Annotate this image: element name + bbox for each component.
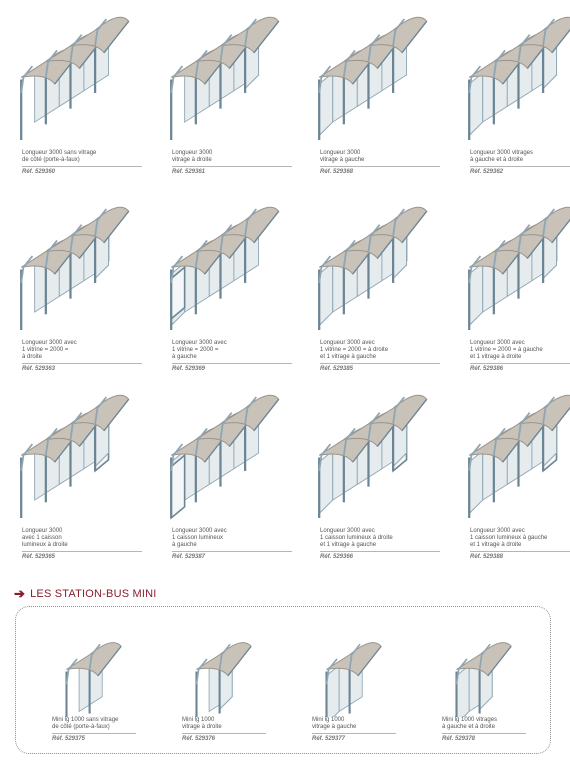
model-caption	[52, 717, 136, 743]
mini-shelter-card	[302, 607, 432, 755]
mini-shelter-card	[42, 607, 172, 755]
model-caption	[320, 340, 440, 373]
model-caption	[182, 717, 266, 743]
model-caption	[470, 340, 570, 373]
model-caption	[172, 340, 292, 373]
model-reference: Réf. 529368	[320, 168, 354, 175]
shelter-model-card	[10, 378, 150, 568]
shelter-illustration	[458, 0, 570, 150]
mini-section-title	[14, 586, 157, 602]
shelter-illustration	[308, 0, 448, 150]
model-description: Longueur 3000 avec 1 vitrine = 2000 = à gauche et 1 vitrage à droite	[470, 340, 570, 364]
model-description: Longueur 3000 avec 1 vitrine = 2000 = à droite	[22, 340, 142, 364]
model-reference: Réf. 529362	[470, 168, 504, 175]
shelter-illustration	[160, 190, 300, 340]
mini-shelter-illustration	[42, 607, 152, 717]
shelter-model-card	[160, 378, 300, 568]
model-reference: Réf. 529369	[172, 365, 206, 372]
shelter-drawing	[327, 643, 382, 717]
model-caption	[320, 528, 440, 561]
mini-shelter-illustration	[302, 607, 412, 717]
roof-arm	[21, 256, 32, 283]
shelter-drawing	[21, 17, 129, 140]
roof-arm	[67, 659, 78, 684]
roof-arm	[197, 659, 208, 684]
model-description: Longueur 3000 avec 1 caisson lumineux à droite et 1 vitrage à gauche	[320, 528, 440, 552]
model-description: Mini lg 1000 vitrages à gauche et à droite	[442, 717, 526, 734]
shelter-drawing	[319, 207, 427, 330]
shelter-illustration	[308, 190, 448, 340]
shelter-model-card	[160, 190, 300, 380]
shelter-illustration	[160, 0, 300, 150]
mini-shelter-illustration	[172, 607, 282, 717]
model-description: Longueur 3000 avec 1 caisson lumineux à droite	[22, 528, 142, 552]
model-description: Longueur 3000 vitrages à gauche et à droite	[470, 150, 570, 167]
model-reference: Réf. 529388	[470, 553, 504, 560]
shelter-drawing	[171, 207, 279, 330]
shelter-drawing	[469, 17, 570, 140]
mini-section-title-text: LES STATION-BUS MINI	[30, 588, 157, 600]
shelter-drawing	[171, 17, 279, 140]
model-caption	[22, 150, 142, 176]
roof-module	[197, 643, 252, 676]
model-caption	[442, 717, 526, 743]
roof-module	[67, 643, 122, 676]
shelter-illustration	[10, 190, 150, 340]
model-caption	[172, 150, 292, 176]
model-description: Longueur 3000 vitrage à gauche	[320, 150, 440, 167]
shelter-drawing	[319, 17, 427, 140]
shelter-illustration	[10, 378, 150, 528]
mini-models-box	[15, 606, 551, 754]
model-description: Longueur 3000 sans vitrage de côté (porte-à-faux)	[22, 150, 142, 167]
model-description: Longueur 3000 avec 1 vitrine = 2000 = à droite et 1 vitrage à gauche	[320, 340, 440, 364]
model-description: Longueur 3000 vitrage à droite	[172, 150, 292, 167]
shelter-model-card	[458, 0, 570, 190]
model-description: Longueur 3000 avec 1 caisson lumineux à gauche	[172, 528, 292, 552]
model-caption	[172, 528, 292, 561]
roof-arm	[21, 66, 32, 93]
roof-arm	[171, 66, 182, 93]
mini-shelter-illustration	[432, 607, 542, 717]
shelter-drawing	[469, 395, 570, 518]
model-reference: Réf. 529363	[22, 365, 56, 372]
shelter-drawing	[171, 395, 279, 518]
model-reference: Réf. 529386	[470, 365, 504, 372]
shelter-drawing	[457, 643, 512, 717]
model-reference: Réf. 529375	[52, 735, 86, 742]
display-unit	[171, 455, 184, 518]
shelter-drawing	[21, 395, 129, 518]
arrow-right-icon: ➔	[14, 586, 26, 601]
shelter-illustration	[10, 0, 150, 150]
model-reference: Réf. 529377	[312, 735, 346, 742]
model-reference: Réf. 529385	[320, 365, 354, 372]
shelter-model-card	[160, 0, 300, 190]
model-caption	[320, 150, 440, 176]
shelter-drawing	[67, 643, 122, 717]
shelter-model-card	[458, 378, 570, 568]
model-description: Longueur 3000 avec 1 vitrine = 2000 = à gauche	[172, 340, 292, 364]
model-caption	[470, 150, 570, 176]
shelter-illustration	[458, 190, 570, 340]
shelter-model-card	[10, 190, 150, 380]
model-caption	[470, 528, 570, 561]
model-reference: Réf. 529387	[172, 553, 206, 560]
model-reference: Réf. 529365	[22, 553, 56, 560]
model-reference: Réf. 529361	[172, 168, 206, 175]
shelter-model-card	[458, 190, 570, 380]
shelter-drawing	[197, 643, 252, 717]
shelter-illustration	[458, 378, 570, 528]
shelter-model-card	[308, 378, 448, 568]
shelter-drawing	[319, 395, 427, 518]
model-reference: Réf. 529378	[442, 735, 476, 742]
model-description: Mini lg 1000 vitrage à droite	[182, 717, 266, 734]
model-reference: Réf. 529376	[182, 735, 216, 742]
model-caption	[22, 528, 142, 561]
roof-arm	[21, 444, 32, 471]
shelter-model-card	[10, 0, 150, 190]
model-description: Mini lg 1000 sans vitrage de côté (porte-à-faux)	[52, 717, 136, 734]
shelter-drawing	[469, 207, 570, 330]
model-reference: Réf. 529360	[22, 168, 56, 175]
mini-shelter-card	[172, 607, 302, 755]
model-caption	[22, 340, 142, 373]
mini-shelter-card	[432, 607, 562, 755]
shelter-illustration	[160, 378, 300, 528]
model-description: Mini lg 1000 vitrage à gauche	[312, 717, 396, 734]
model-description: Longueur 3000 avec 1 caisson lumineux à gauche et 1 vitrage à droite	[470, 528, 570, 552]
shelter-drawing	[21, 207, 129, 330]
shelter-illustration	[308, 378, 448, 528]
model-reference: Réf. 529366	[320, 553, 354, 560]
shelter-model-card	[308, 190, 448, 380]
shelter-model-card	[308, 0, 448, 190]
model-caption	[312, 717, 396, 743]
